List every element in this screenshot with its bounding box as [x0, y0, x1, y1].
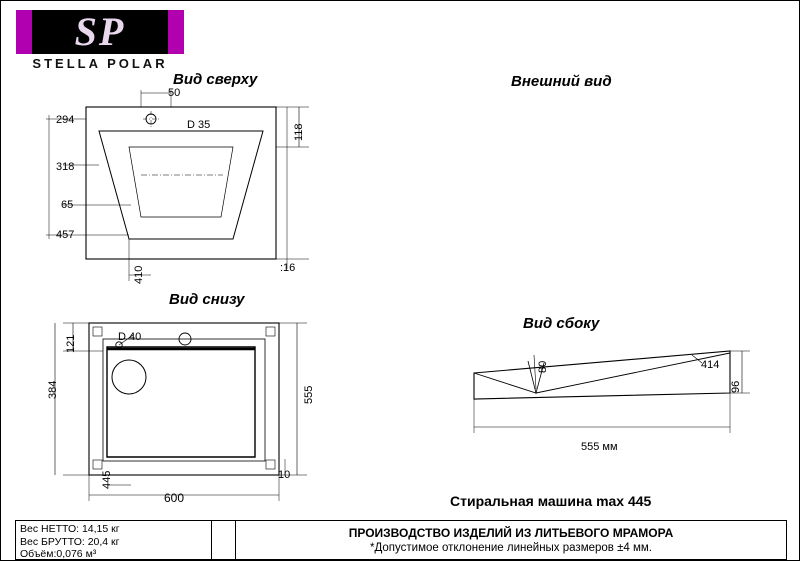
dim-318: 318: [56, 161, 75, 173]
dim-414: 414: [701, 359, 720, 371]
title-block-divider: [212, 521, 236, 559]
footer-text: [236, 521, 786, 559]
title-side-view: Вид сбоку: [523, 315, 600, 332]
dim-121: 121: [65, 334, 77, 353]
dim-600: 600: [164, 491, 185, 505]
top-view-drawing: [41, 89, 331, 289]
dim-555mm: 555 мм: [581, 441, 618, 453]
logo-mark-background: [16, 10, 184, 54]
dim-555: 555: [303, 385, 315, 404]
logo-caption: STELLA POLAR: [32, 56, 168, 71]
volume: Объём:0,076 м³: [20, 548, 97, 560]
dim-118: 118: [293, 123, 305, 141]
weight-brutto: Вес БРУТТО: 20,4 кг: [20, 535, 120, 548]
dim-445: 445: [101, 470, 113, 489]
dim-384: 384: [47, 380, 59, 399]
title-top-view: Вид сверху: [173, 71, 258, 88]
dim-410: 410: [133, 265, 145, 284]
dim-50: 50: [168, 87, 181, 99]
weight-netto: Вес НЕТТО: 14,15 кг: [20, 523, 120, 535]
dim-80: 80: [537, 360, 549, 373]
footer-line-1: ПРОИЗВОДСТВО ИЗДЕЛИЙ ИЗ ЛИТЬЕВОГО МРАМОРА: [348, 526, 674, 540]
footer-line-2: *Допустимое отклонение линейных размеров ±4 мм.: [370, 542, 652, 554]
dim-96: 96: [730, 380, 742, 393]
company-logo: [15, 9, 185, 73]
title-exterior-view: Внешний вид: [511, 73, 612, 90]
title-block: [15, 520, 787, 560]
weight-specs: [16, 521, 212, 559]
dim-hole-d40: D 40: [118, 331, 142, 343]
dim-16: :16: [280, 262, 296, 274]
title-bottom-view: Вид снизу: [169, 291, 245, 308]
dim-10: 10: [278, 469, 291, 481]
dim-457: 457: [56, 229, 75, 241]
dim-65: 65: [61, 199, 74, 211]
dim-hole-d35: D 35: [187, 119, 211, 131]
dim-294: 294: [56, 114, 75, 126]
logo-mark-text: SP: [22, 10, 178, 54]
machine-label: Стиральная машина max 445: [450, 493, 652, 509]
